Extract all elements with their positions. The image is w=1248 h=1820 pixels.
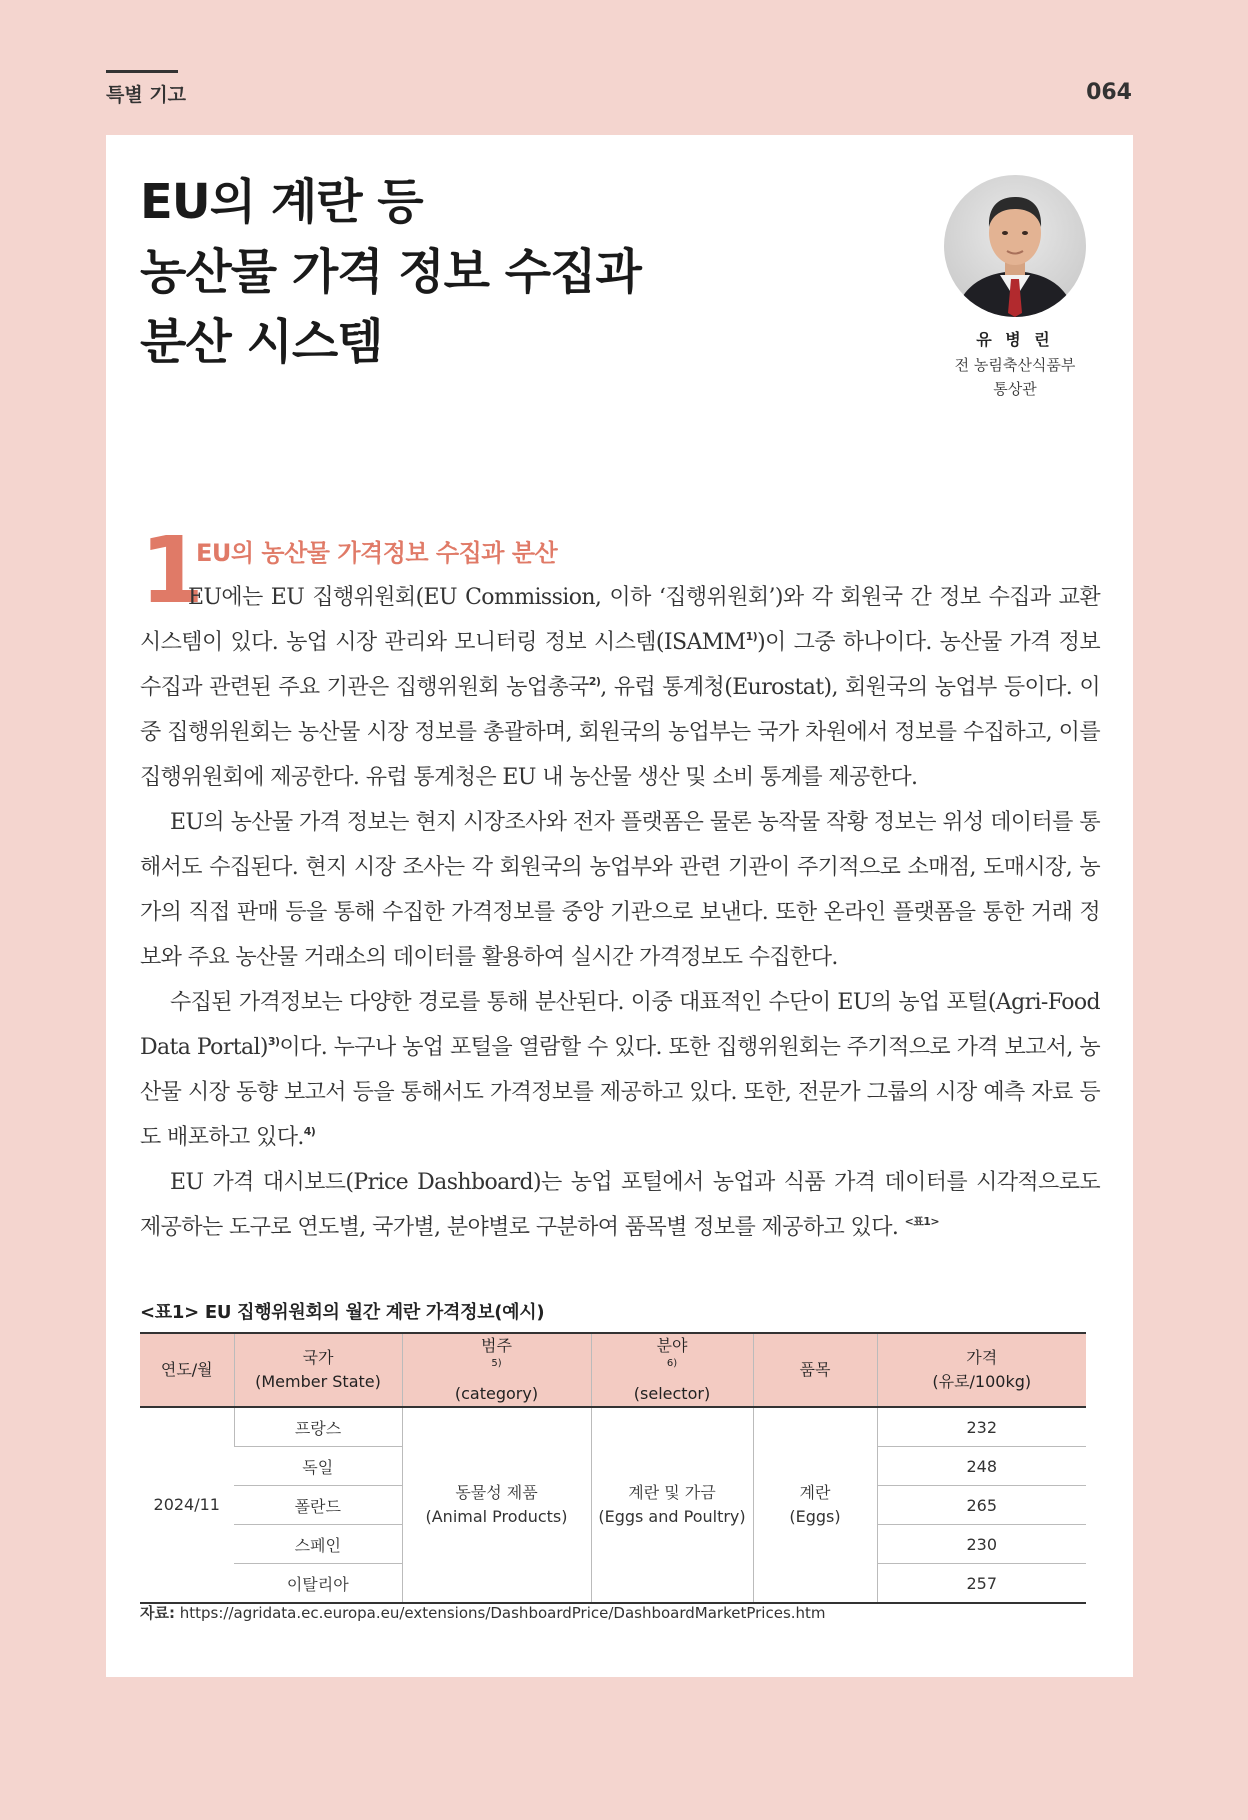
cell-country: 스페인 (234, 1525, 402, 1564)
author-affiliation (918, 353, 1112, 401)
section-number: 1 (140, 517, 205, 624)
source-label: 자료: (140, 1604, 175, 1622)
paragraph: EU에는 EU 집행위원회(EU Commission, 이하 ‘집행위원회’)와 각 회원국 간 정보 수집과 교환 시스템이 있다. 농업 시장 관리와 모니터링 정보 시스템(ISAMM$^{1)}$)이 그중 하나이다. 농산물 가격 정보 수집과 관련된 주요 기관은 집행위원회 농업총국$^{2)}$, 유럽 통계청(Eurostat), 회원국의 농업부 등이다. 이중 집행위원회는 농산물 시장 정보를 총괄하며, 회원국의 농업부는 국가 차원에서 정보를 수집하고, 이를 집행위원회에 제공한다. 유럽 통계청은 EU 내 농산물 생산 및 소비 통계를 제공한다. (140, 585, 1100, 790)
table-row (140, 1407, 1086, 1447)
column-header-item: 품목 (753, 1333, 877, 1407)
affiliation-line: 통상관 (993, 380, 1037, 398)
table-caption: <표1> EU 집행위원회의 월간 계란 가격정보(예시) (140, 1302, 545, 1323)
column-header-price: 가격 (유로/100kg) (877, 1333, 1086, 1407)
paragraph: EU의 농산물 가격 정보는 현지 시장조사와 전자 플랫폼은 물론 농작물 작황 정보는 위성 데이터를 통해서도 수집된다. 현지 시장 조사는 각 회원국의 농업부와 관련 기관이 주기적으로 소매점, 도매시장, 농가의 직접 판매 등을 통해 수집한 가격정보를 중앙 기관으로 보낸다. 또한 온라인 플랫폼을 통한 거래 정보와 주요 농산물 거래소의 데이터를 활용하여 실시간 가격정보도 수집한다. (140, 810, 1100, 970)
table-ref: <표1> (904, 1215, 939, 1228)
cell-price: 248 (877, 1447, 1086, 1486)
column-header-country: 국가 (Member State) (234, 1333, 402, 1407)
footnote-ref: 3) (267, 1035, 280, 1048)
title-line: EU의 계란 등 (140, 174, 423, 230)
cell-item: 계란 (Eggs) (753, 1407, 877, 1603)
column-header-sector: 분야 $^{6)}$ (selector) (591, 1333, 753, 1407)
table-source (140, 1602, 826, 1623)
header-rule (106, 70, 178, 73)
cell-price: 265 (877, 1486, 1086, 1525)
title-line: 농산물 가격 정보 수집과 (140, 244, 641, 300)
cell-category: 동물성 제품 (Animal Products) (402, 1407, 591, 1603)
price-table (140, 1332, 1086, 1604)
section-heading: EU의 농산물 가격정보 수집과 분산 (196, 539, 558, 567)
footnote-ref: 4) (303, 1125, 316, 1138)
footnote-ref: 1) (745, 630, 758, 643)
cell-country: 이탈리아 (234, 1564, 402, 1604)
footnote-ref: 2) (588, 675, 601, 688)
cell-sector: 계란 및 가금 (Eggs and Poultry) (591, 1407, 753, 1603)
column-header-year-month: 연도/월 (140, 1333, 234, 1407)
cell-country: 독일 (234, 1447, 402, 1486)
author-photo (944, 175, 1086, 317)
cell-price: 257 (877, 1564, 1086, 1604)
article-card (106, 135, 1133, 1677)
article-body (140, 575, 1100, 1250)
cell-year-month: 2024/11 (140, 1407, 234, 1603)
title-line: 분산 시스템 (140, 314, 383, 370)
source-url: https://agridata.ec.europa.eu/extensions/DashboardPrice/DashboardMarketPrices.htm (174, 1604, 826, 1622)
cell-price: 230 (877, 1525, 1086, 1564)
cell-price: 232 (877, 1407, 1086, 1447)
table-header-row (140, 1333, 1086, 1407)
article-title (140, 167, 641, 377)
affiliation-line: 전 농림축산식품부 (954, 356, 1076, 374)
paragraph: 수집된 가격정보는 다양한 경로를 통해 분산된다. 이중 대표적인 수단이 EU의 농업 포털(Agri-Food Data Portal)$^{3)}$이다. 누구나 농업 포털을 열람할 수 있다. 또한 집행위원회는 주기적으로 가격 보고서, 농산물 시장 동향 보고서 등을 통해서도 가격정보를 제공하고 있다. 또한, 전문가 그룹의 시장 예측 자료 등도 배포하고 있다.$^{4)}$ (140, 990, 1100, 1150)
author-name: 유 병 린 (976, 330, 1054, 349)
section-label: 특별 기고 (106, 84, 187, 106)
cell-country: 프랑스 (234, 1407, 402, 1447)
paragraph: EU 가격 대시보드(Price Dashboard)는 농업 포털에서 농업과 식품 가격 데이터를 시각적으로도 제공하는 도구로 연도별, 국가별, 분야별로 구분하여 품목별 정보를 제공하고 있다. $^{<표1>}$ (140, 1170, 1100, 1240)
page-number: 064 (1086, 80, 1132, 105)
cell-country: 폴란드 (234, 1486, 402, 1525)
column-header-category: 범주 $^{5)}$ (category) (402, 1333, 591, 1407)
